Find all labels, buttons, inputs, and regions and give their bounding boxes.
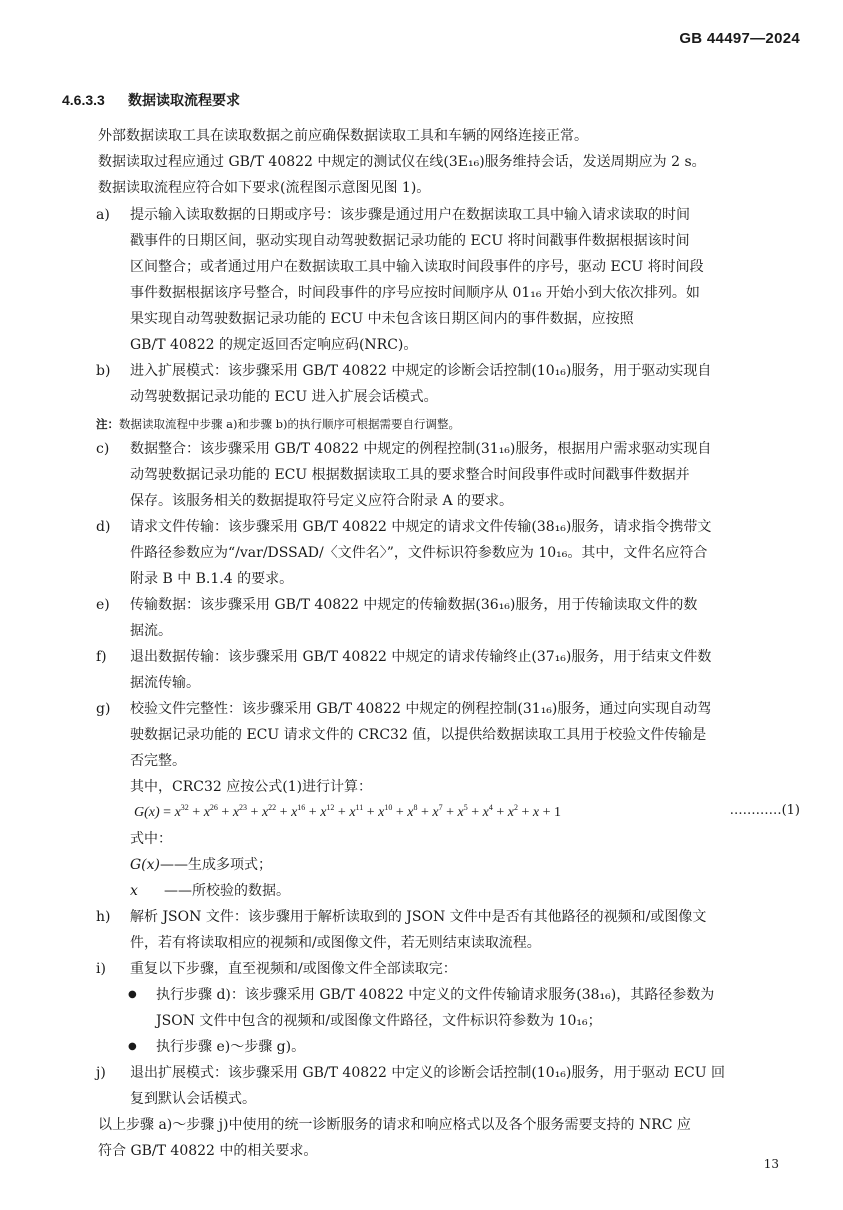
def-symbol: G(x) [130,857,161,873]
item-e-line: 据流。 [130,623,172,639]
item-a-line: 事件数据根据该序号整合，时间段事件的序号应按时间顺序从 01₁₆ 开始小到大依次排列。如 [130,285,700,301]
item-a-line: 区间整合；或者通过用户在数据读取工具中输入读取时间段事件的序号，驱动 ECU 将时间段 [130,259,704,275]
item-marker: d) [96,519,111,535]
page-number: 13 [763,1157,779,1171]
item-g-line: 驶数据记录功能的 ECU 请求文件的 CRC32 值，以提供给数据读取工具用于校验文件传输是 [130,727,707,743]
item-g-line: 校验文件完整性：该步骤采用 GB/T 40822 中规定的例程控制(31₁₆)服务，通过向实现自动驾 [130,701,712,717]
item-g-line: 否完整。 [130,753,186,769]
item-g-line: 其中，CRC32 应按公式(1)进行计算： [130,779,373,795]
item-d-line: 附录 B 中 B.1.4 的要求。 [130,571,294,587]
item-b-line: 动驾驶数据记录功能的 ECU 进入扩展会话模式。 [130,389,438,405]
item-marker: b) [96,363,111,379]
def-desc: ——所校验的数据。 [164,883,290,899]
closing-line: 符合 GB/T 40822 中的相关要求。 [98,1143,318,1159]
intro-line: 数据读取流程应符合如下要求(流程图示意图见图 1)。 [98,180,431,196]
item-a-line: 果实现自动驾驶数据记录功能的 ECU 中未包含该日期区间内的事件数据，应按照 [130,311,634,327]
item-f-line: 据流传输。 [130,675,200,691]
item-marker: i) [96,961,106,977]
item-marker: h) [96,909,111,925]
item-e-line: 传输数据：该步骤采用 GB/T 40822 中规定的传输数据(36₁₆)服务，用于传输读取文件的数 [130,597,698,613]
item-j-line: 复到默认会话模式。 [130,1091,256,1107]
section-number: 4.6.3.3 [62,92,105,108]
where-title: 式中： [130,831,172,847]
def-desc: ——生成多项式； [160,857,273,873]
item-a-line: 提示输入读取数据的日期或序号：该步骤是通过用户在数据读取工具中输入请求读取的时间 [130,207,690,223]
section-heading [62,90,240,110]
item-d-line: 请求文件传输：该步骤采用 GB/T 40822 中规定的请求文件传输(38₁₆)服务，请求指令携带文 [130,519,712,535]
item-marker: a) [96,207,110,223]
closing-line: 以上步骤 a)～步骤 j)中使用的统一诊断服务的请求和响应格式以及各个服务需要支持的 NRC 应 [98,1117,691,1133]
def-row [130,881,290,901]
bullet-line: JSON 文件中包含的视频和/或图像文件路径，文件标识符参数为 10₁₆； [156,1013,602,1029]
item-f-line: 退出数据传输：该步骤采用 GB/T 40822 中规定的请求传输终止(37₁₆)服务，用于结束文件数 [130,649,712,665]
note-text: 数据读取流程中步骤 a)和步骤 b)的执行顺序可根据需要自行调整。 [119,417,460,431]
standard-number: GB 44497—2024 [679,30,800,47]
section-title: 数据读取流程要求 [128,92,240,108]
item-a-line: 戳事件的日期区间，驱动实现自动驾驶数据记录功能的 ECU 将时间戳事件数据根据该时间 [130,233,690,249]
item-j-line: 退出扩展模式：该步骤采用 GB/T 40822 中定义的诊断会话控制(10₁₆)服务，用于驱动 ECU 回 [130,1065,726,1081]
item-h-line: 件，若有将读取相应的视频和/或图像文件，若无则结束读取流程。 [130,935,541,951]
item-marker: j) [96,1065,106,1081]
def-row [130,855,272,875]
item-i-line: 重复以下步骤，直至视频和/或图像文件全部读取完： [130,961,457,977]
intro-line: 外部数据读取工具在读取数据之前应确保数据读取工具和车辆的网络连接正常。 [98,128,588,144]
equation-number: …………(1) [729,803,800,818]
item-marker: g) [96,701,111,717]
item-d-line: 件路径参数应为“/var/DSSAD/〈文件名〉”，文件标识符参数应为 10₁₆。其中，文件名应符合 [130,545,708,561]
crc32-formula: $G(x) = x^{32} + x^{26} + x^{23} + x^{22} + x^{16} + x^{12} + x^{11} + x^{10} + x^8 + x^7 + x^5 + x^4 + x^2 + x + 1$ [134,803,562,820]
note-label: 注： [96,419,119,431]
note [96,416,460,433]
item-a-line: GB/T 40822 的规定返回否定响应码(NRC)。 [130,337,418,353]
item-c-line: 数据整合：该步骤采用 GB/T 40822 中规定的例程控制(31₁₆)服务，根据用户需求驱动实现自 [130,441,712,457]
def-symbol: x [130,883,138,899]
bullet: ● [128,989,137,1000]
item-c-line: 保存。该服务相关的数据提取符号定义应符合附录 A 的要求。 [130,493,514,509]
item-c-line: 动驾驶数据记录功能的 ECU 根据数据读取工具的要求整合时间段事件或时间戳事件数据并 [130,467,690,483]
item-marker: e) [96,597,110,613]
bullet-line: 执行步骤 d)：该步骤采用 GB/T 40822 中定义的文件传输请求服务(38₁₆)，其路径参数为 [156,987,715,1003]
bullet: ● [128,1041,137,1052]
item-marker: f) [96,649,107,665]
item-h-line: 解析 JSON 文件：该步骤用于解析读取到的 JSON 文件中是否有其他路径的视频和/或图像文 [130,909,707,925]
item-b-line: 进入扩展模式：该步骤采用 GB/T 40822 中规定的诊断会话控制(10₁₆)服务，用于驱动实现自 [130,363,712,379]
item-marker: c) [96,441,110,457]
bullet-line: 执行步骤 e)～步骤 g)。 [156,1039,306,1055]
intro-line: 数据读取过程应通过 GB/T 40822 中规定的测试仪在线(3E₁₆)服务维持会话，发送周期应为 2 s。 [98,154,706,170]
